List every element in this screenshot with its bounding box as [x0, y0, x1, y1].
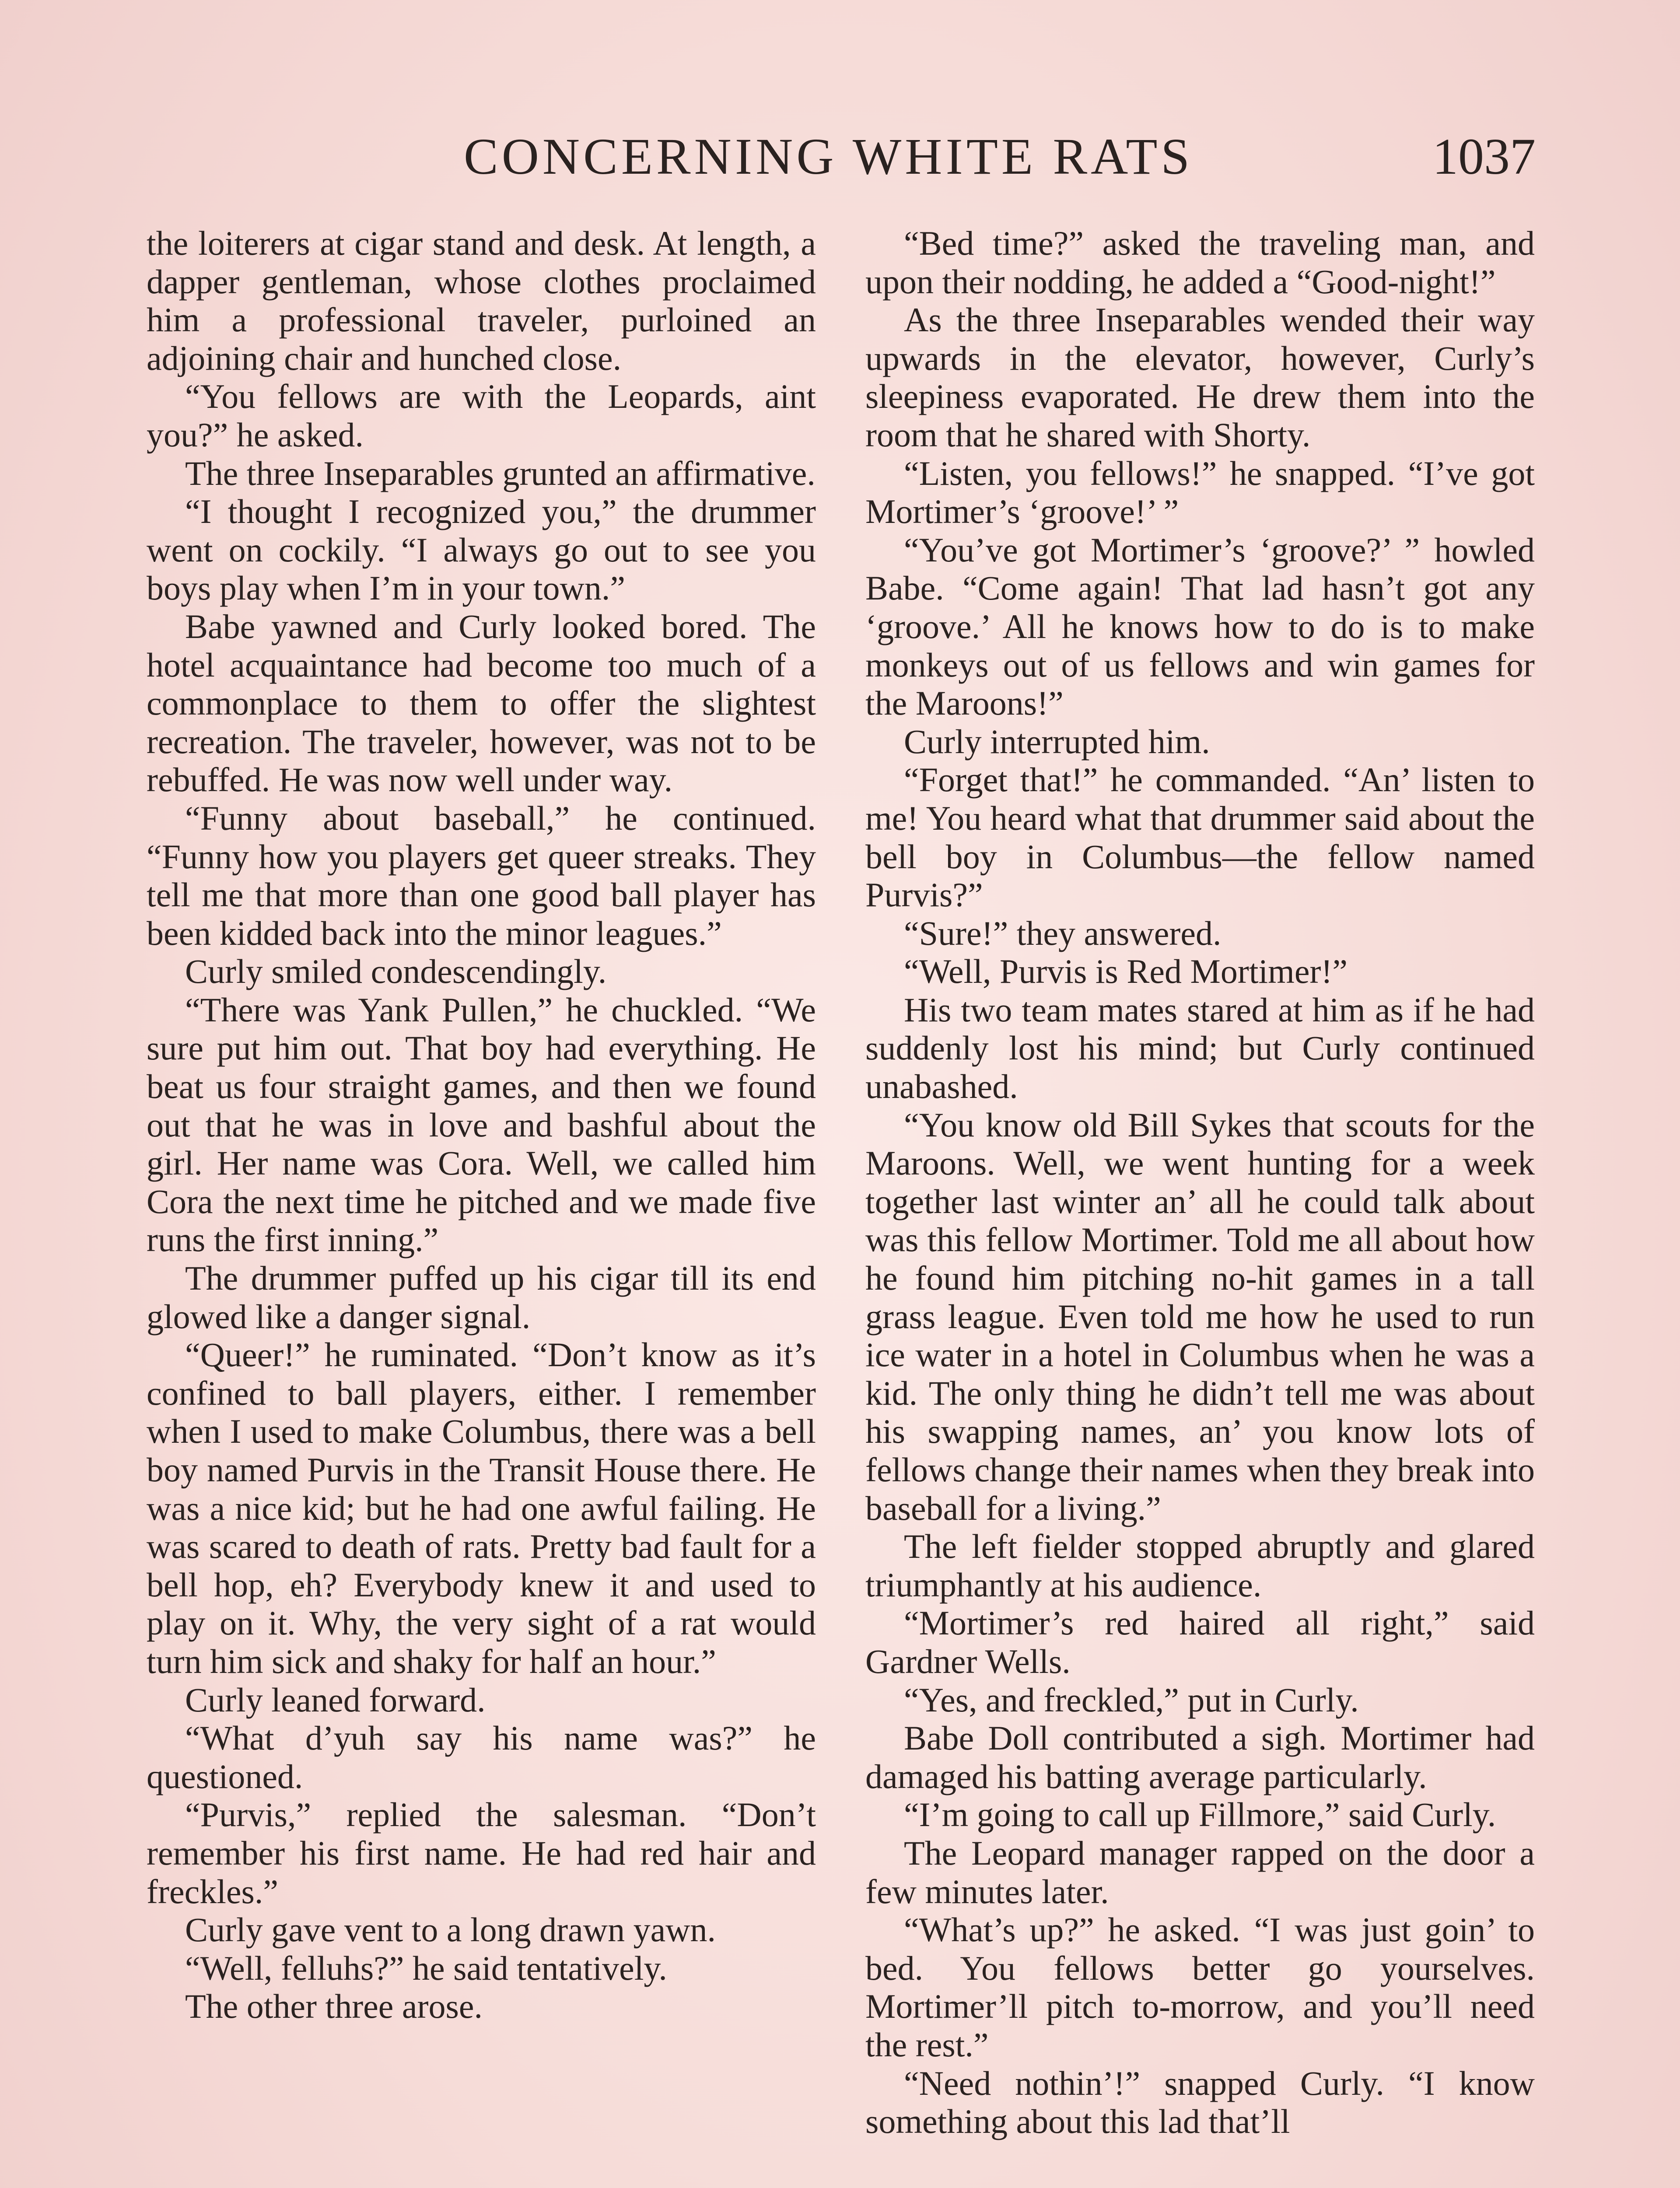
paragraph: “You know old Bill Sykes that scouts for the Maroons. Well, we went hunting for a week together last winter an’ all he could talk about was this fellow Mortimer. Told me all about how he found him pitching no-hit games in a tall grass league. Even told me how he used to run ice water in a hotel in Columbus when he was a kid. The only thing he didn’t tell me was about his swapping names, an’ you know lots of fellows change their names when they break into baseball for a living.”: [865, 1105, 1535, 1527]
paragraph: “What’s up?” he asked. “I was just goin’ to bed. You fellows better go yourselves. Mortimer’ll pitch to-morrow, and you’ll need the rest.”: [865, 1911, 1535, 2064]
paragraph: “What d’yuh say his name was?” he questioned.: [147, 1719, 816, 1795]
right-column: [865, 224, 1535, 2141]
paragraph: As the three Inseparables wended their way upwards in the elevator, however, Curly’s sleepiness evaporated. He drew them into the room that he shared with Shorty.: [865, 301, 1535, 454]
paragraph: His two team mates stared at him as if he had suddenly lost his mind; but Curly continued unabashed.: [865, 990, 1535, 1106]
paragraph: “Queer!” he ruminated. “Don’t know as it’s confined to ball players, either. I remember when I used to make Columbus, there was a bell boy named Purvis in the Transit House there. He was a nice kid; but he had one awful failing. He was scared to death of rats. Pretty bad fault for a bell hop, eh? Everybody knew it and used to play on it. Why, the very sight of a rat would turn him sick and shaky for half an hour.”: [147, 1336, 816, 1680]
paragraph: “Bed time?” asked the traveling man, and upon their nodding, he added a “Good-night!”: [865, 224, 1535, 301]
paragraph: “Funny about baseball,” he continued. “Funny how you players get queer streaks. They tell me that more than one good ball player has been kidded back into the minor leagues.”: [147, 799, 816, 952]
paragraph: “Sure!” they answered.: [904, 914, 1222, 952]
paragraph: The left fielder stopped abruptly and glared triumphantly at his audience.: [865, 1527, 1535, 1604]
page-number: 1037: [1432, 128, 1536, 185]
paragraph: “Forget that!” he commanded. “An’ listen to me! You heard what that drummer said about the bell boy in Columbus—the fellow named Purvis?”: [865, 761, 1535, 914]
running-title: CONCERNING WHITE RATS: [464, 128, 1194, 185]
paragraph: “You fellows are with the Leopards, aint you?” he asked.: [147, 377, 816, 454]
paragraph: “Need nothin’!” snapped Curly. “I know something about this lad that’ll: [865, 2064, 1535, 2141]
page-header: [455, 127, 1536, 197]
paragraph: “Mortimer’s red haired all right,” said Gardner Wells.: [865, 1604, 1535, 1680]
paragraph: “I thought I recognized you,” the drummer went on cockily. “I always go out to see you boys play when I’m in your town.”: [147, 492, 816, 607]
paragraph: Babe yawned and Curly looked bored. The hotel acquaintance had become too much of a commonplace to them to offer the slightest recreation. The traveler, however, was not to be rebuffed. He was now well under way.: [147, 607, 816, 799]
paragraph: The Leopard manager rapped on the door a few minutes later.: [865, 1834, 1535, 1911]
paragraph: The drummer puffed up his cigar till its end glowed like a danger signal.: [147, 1259, 816, 1336]
paragraph: “You’ve got Mortimer’s ‘groove?’ ” howled Babe. “Come again! That lad hasn’t got any ‘groove.’ All he knows how to do is to make monkeys out of us fellows and win games for the Maroons!”: [865, 530, 1535, 722]
paragraph: Curly leaned forward.: [185, 1680, 486, 1719]
paragraph: Curly interrupted him.: [904, 722, 1210, 761]
paragraph: “I’m going to call up Fillmore,” said Curly.: [904, 1795, 1496, 1834]
paragraph: the loiterers at cigar stand and desk. At length, a dapper gentleman, whose clothes proclaimed him a professional traveler, purloined an adjoining chair and hunched close.: [147, 224, 816, 377]
left-column: [147, 224, 816, 2026]
paragraph: “Listen, you fellows!” he snapped. “I’ve got Mortimer’s ‘groove!’ ”: [865, 454, 1535, 531]
paragraph: “Well, Purvis is Red Mortimer!”: [904, 952, 1348, 991]
paragraph: “Purvis,” replied the salesman. “Don’t remember his first name. He had red hair and freckles.”: [147, 1795, 816, 1911]
paragraph: The other three arose.: [185, 1987, 483, 2026]
paragraph: “Yes, and freckled,” put in Curly.: [904, 1680, 1359, 1719]
paragraph: The three Inseparables grunted an affirmative.: [185, 454, 816, 492]
paragraph: “Well, felluhs?” he said tentatively.: [185, 1949, 667, 1987]
paragraph: Curly smiled condescendingly.: [185, 952, 607, 991]
paragraph: Curly gave vent to a long drawn yawn.: [185, 1911, 716, 1949]
paragraph: Babe Doll contributed a sigh. Mortimer had damaged his batting average particularly.: [865, 1719, 1535, 1795]
paragraph: “There was Yank Pullen,” he chuckled. “We sure put him out. That boy had everything. He beat us four straight games, and then we found out that he was in love and bashful about the girl. Her name was Cora. Well, we called him Cora the next time he pitched and we made five runs the first inning.”: [147, 990, 816, 1259]
